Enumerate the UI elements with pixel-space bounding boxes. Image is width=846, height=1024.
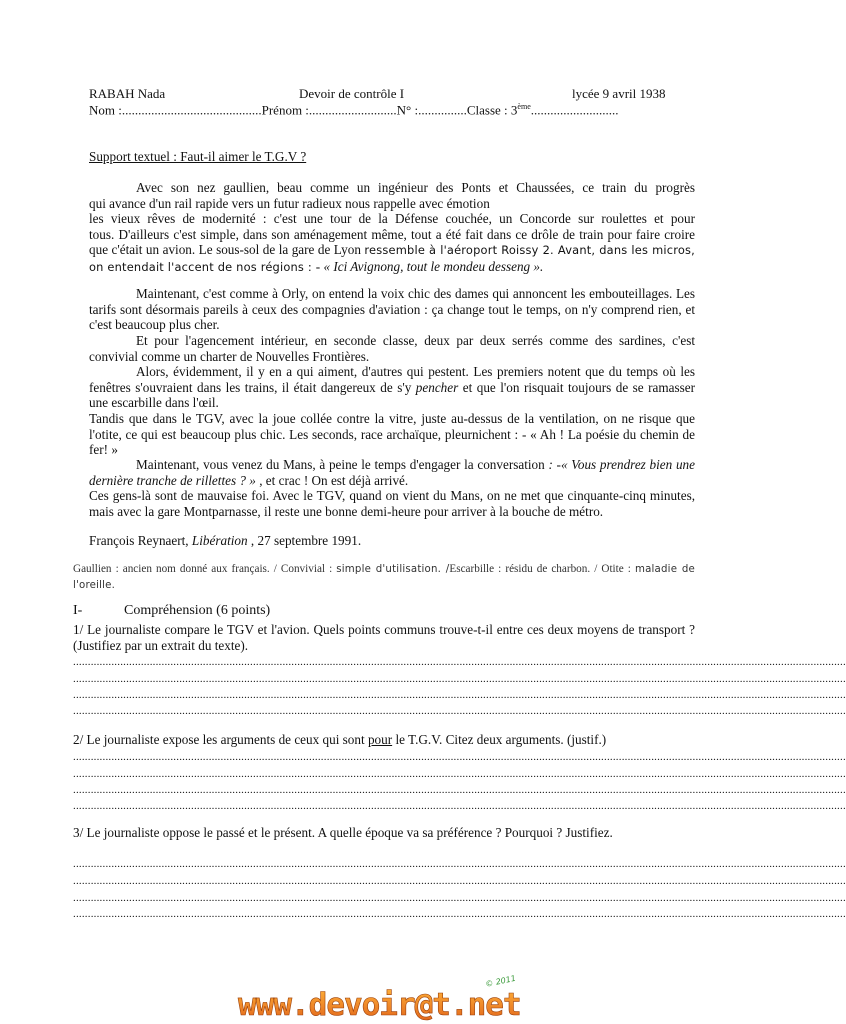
answer-line[interactable]: ...................................................................................................................................................................................................................................................................... [73,673,846,685]
paragraph-2: Maintenant, c'est comme à Orly, on entend la voix chic des dames qui annoncent les embouteillages. Les tarifs sont désormais pareils à ceux des compagnies d'aviation : ça change tout le temps, on n'y comprend rien, et c'est beaucoup plus cher. [89,286,695,333]
paragraph-1: Avec son nez gaullien, beau comme un ingénieur des Ponts et Chaussées, ce train du progrès qui avance d'un rail rapide vers un futur radieux nous rappelle avec émotion les vieux rêves de modernité : c'est une tour de la Défense couchée, un Concorde sur roulettes et pour tous. D'ailleurs c'est simple, dans son aménagement même, tout a été fait dans ce drôle de train pour faire croire que c'était un avion. Le sous-sol de la gare de Lyon ressemble à l'aéroport Roissy 2. Avant, dans les micros, on entendait l'accent de nos régions : - « Ici Avignong, tout le mondeu desseng ». [89,180,695,274]
answer-line[interactable]: ...................................................................................................................................................................................................................................................................... [73,768,846,780]
student-fields: Nom :...........................................Prénom :...........................N° :...............Classe : 3ème........................... [89,102,619,118]
glossary: Gaullien : ancien nom donné aux français. / Convivial : simple d'utilisation. /Escarbille : résidu de charbon. / Otite : maladie de l'oreille. [73,563,695,591]
logo-text: www.devoir@t.net [238,987,521,1023]
school-name: lycée 9 avril 1938 [572,86,666,101]
site-logo [238,973,538,1023]
answer-line[interactable]: ...................................................................................................................................................................................................................................................................... [73,908,846,920]
source: François Reynaert, Libération , 27 septembre 1991. [89,533,362,548]
answer-line[interactable]: ...................................................................................................................................................................................................................................................................... [73,689,846,701]
paragraph-3: Et pour l'agencement intérieur, en seconde classe, deux par deux serrés comme des sardines, c'est convivial comme un charter de Nouvelles Frontières. [89,333,695,364]
answer-line[interactable]: ...................................................................................................................................................................................................................................................................... [73,892,846,904]
paragraph-6: Maintenant, vous venez du Mans, à peine le temps d'engager la conversation : -« Vous prendrez bien une dernière tranche de rillettes ? » , et crac ! On est déjà arrivé. [89,457,695,488]
answer-line[interactable]: ...................................................................................................................................................................................................................................................................... [73,858,846,870]
paragraph-5: Tandis que dans le TGV, avec la joue collée contre la vitre, juste au-dessus de la ventilation, on ne risque que l'otite, ce qui est beaucoup plus chic. Les seconds, race archaïque, pleurnichent : - « Ah ! La poésie du chemin de fer! » [89,411,695,458]
answer-line[interactable]: ...................................................................................................................................................................................................................................................................... [73,800,846,812]
question-2: 2/ Le journaliste expose les arguments de ceux qui sont pour le T.G.V. Citez deux arguments. (justif.) [73,732,607,747]
section-heading: I- Compréhension (6 points) [73,603,271,618]
question-1: 1/ Le journaliste compare le TGV et l'avion. Quels points communs trouve-t-il entre ces deux moyens de transport ? (Justifiez par un extrait du texte). [73,622,695,653]
exam-title: Devoir de contrôle I [299,86,405,101]
answer-line[interactable]: ...................................................................................................................................................................................................................................................................... [73,875,846,887]
support-title: Support textuel : Faut-il aimer le T.G.V ? [89,149,307,164]
answer-line[interactable]: ...................................................................................................................................................................................................................................................................... [73,751,846,763]
answer-line[interactable]: ...................................................................................................................................................................................................................................................................... [73,705,846,717]
answer-line[interactable]: ...................................................................................................................................................................................................................................................................... [73,656,846,668]
answer-line[interactable]: ...................................................................................................................................................................................................................................................................... [73,784,846,796]
paragraph-7: Ces gens-là sont de mauvaise foi. Avec le TGV, quand on vient du Mans, on ne met que cinquante-cinq minutes, mais avec la gare Montparnasse, il reste une bonne demi-heure pour arriver à la bouche de métro. [89,488,695,519]
paragraph-4: Alors, évidemment, il y en a qui aiment, d'autres qui pestent. Les premiers notent que du temps où les fenêtres s'ouvraient dans les trains, il était dangereux de s'y pencher et que l'on risquait toujours de se ramasser une escarbille dans l'œil. [89,364,695,411]
header [89,86,689,118]
logo-year: © 2011 [484,973,517,989]
question-3: 3/ Le journaliste oppose le passé et le présent. A quelle époque va sa préférence ? Pourquoi ? Justifiez. [73,825,613,840]
student-name: RABAH Nada [89,86,166,101]
